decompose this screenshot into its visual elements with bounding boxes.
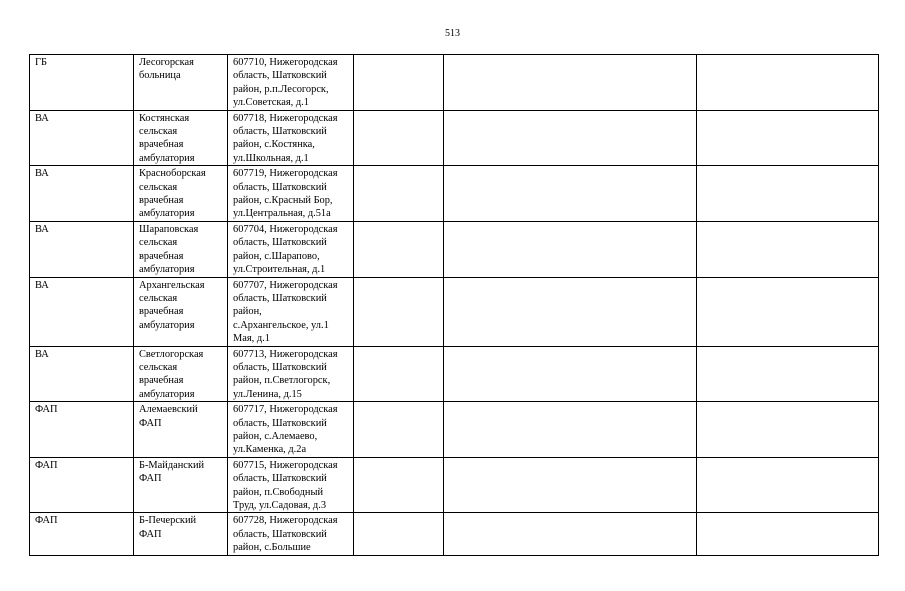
facility-address-line: район, р.п.Лесогорск, — [233, 83, 329, 95]
facility-address-line: ул.Ленина, д.15 — [233, 388, 302, 400]
facility-name-line: сельская — [139, 237, 178, 249]
empty-cell — [444, 277, 697, 346]
facility-address-line: ул.Строительная, д.1 — [233, 264, 326, 276]
facility-name-line: амбулатория — [139, 388, 195, 400]
facility-name-cell — [134, 110, 228, 166]
empty-cell — [354, 110, 444, 166]
facility-type-cell: ВА — [30, 110, 134, 166]
facility-address-line: область, Шатковский — [233, 70, 327, 82]
facility-address-line: район, с.Большие — [233, 542, 311, 554]
table-row — [30, 110, 879, 166]
facility-address-cell — [228, 346, 354, 402]
facility-name-line: Шараповская — [139, 223, 199, 235]
facility-address-cell — [228, 277, 354, 346]
empty-cell — [354, 166, 444, 222]
facility-name-line: ФАП — [139, 528, 162, 540]
facility-type-cell: ВА — [30, 277, 134, 346]
facility-name-line: сельская — [139, 126, 178, 138]
facility-address-cell — [228, 55, 354, 111]
facility-address-line: область, Шатковский — [233, 361, 327, 373]
empty-cell — [354, 277, 444, 346]
facility-name-line: врачебная — [139, 375, 184, 387]
facility-address-line: с.Архангельское, ул.1 — [233, 319, 329, 331]
table-row — [30, 55, 879, 111]
table-row — [30, 277, 879, 346]
facility-name-cell — [134, 277, 228, 346]
facility-address-line: область, Шатковский — [233, 417, 327, 429]
facility-address-line: район, — [233, 306, 262, 318]
empty-cell — [697, 166, 879, 222]
empty-cell — [444, 513, 697, 555]
facility-type-cell: ФАП — [30, 457, 134, 513]
empty-cell — [354, 457, 444, 513]
facility-name-line: сельская — [139, 292, 178, 304]
page-number: 513 — [445, 28, 460, 39]
empty-cell — [444, 55, 697, 111]
empty-cell — [697, 346, 879, 402]
facility-address-line: Мая, д.1 — [233, 333, 270, 345]
facility-address-line: район, с.Алемаево, — [233, 430, 318, 442]
facility-address-line: район, с.Красный Бор, — [233, 195, 333, 207]
facility-name-line: Б-Печерский — [139, 515, 197, 527]
facility-address-line: область, Шатковский — [233, 473, 327, 485]
facility-address-line: 607710, Нижегородская — [233, 57, 338, 68]
table-row — [30, 513, 879, 555]
empty-cell — [444, 221, 697, 277]
facility-address-cell — [228, 110, 354, 166]
empty-cell — [697, 55, 879, 111]
facility-name-line: врачебная — [139, 139, 184, 151]
facility-address-line: 607717, Нижегородская — [233, 404, 338, 416]
facility-name-cell — [134, 55, 228, 111]
facility-address-line: 607715, Нижегородская — [233, 459, 338, 471]
facility-address-line: 607718, Нижегородская — [233, 112, 338, 124]
table-row — [30, 457, 879, 513]
facility-name-cell — [134, 513, 228, 555]
facility-address-line: 607728, Нижегородская — [233, 515, 338, 527]
facility-address-line: район, с.Шарапово, — [233, 250, 320, 262]
facility-name-line: Алемаевский — [139, 404, 198, 416]
facility-type-cell: ГБ — [30, 55, 134, 111]
facility-name-line: сельская — [139, 181, 178, 193]
empty-cell — [697, 402, 879, 458]
facility-address-line: район, п.Свободный — [233, 486, 324, 498]
facility-address-cell — [228, 221, 354, 277]
facility-address-line: 607719, Нижегородская — [233, 168, 338, 180]
table-row — [30, 346, 879, 402]
facility-address-line: область, Шатковский — [233, 126, 327, 138]
facility-address-cell — [228, 402, 354, 458]
facility-address-line: область, Шатковский — [233, 181, 327, 193]
table-body — [30, 55, 879, 556]
facility-name-cell — [134, 457, 228, 513]
facility-address-cell — [228, 513, 354, 555]
empty-cell — [444, 166, 697, 222]
facility-name-line: амбулатория — [139, 264, 195, 276]
empty-cell — [444, 346, 697, 402]
table-row — [30, 221, 879, 277]
facility-name-line: врачебная — [139, 250, 184, 262]
empty-cell — [444, 402, 697, 458]
empty-cell — [697, 221, 879, 277]
facility-name-line: амбулатория — [139, 208, 195, 220]
facility-name-line: Красноборская — [139, 168, 206, 180]
empty-cell — [697, 277, 879, 346]
table-row — [30, 166, 879, 222]
facility-address-line: район, п.Светлогорск, — [233, 375, 331, 387]
facilities-table — [29, 54, 879, 556]
facility-type-cell: ФАП — [30, 513, 134, 555]
facility-address-line: ул.Каменка, д.2а — [233, 444, 307, 456]
facility-name-line: Костянская — [139, 112, 190, 124]
facility-address-line: ул.Советская, д.1 — [233, 97, 309, 109]
facility-address-line: 607704, Нижегородская — [233, 223, 338, 235]
empty-cell — [354, 346, 444, 402]
facility-name-line: больница — [139, 70, 181, 82]
facility-address-line: 607707, Нижегородская — [233, 279, 338, 291]
facility-name-line: амбулатория — [139, 319, 195, 331]
facility-name-line: Б-Майданский — [139, 459, 205, 471]
facility-name-line: Лесогорская — [139, 57, 194, 68]
facility-name-cell — [134, 402, 228, 458]
facility-name-line: ФАП — [139, 473, 162, 485]
facility-name-line: ФАП — [139, 417, 162, 429]
facility-name-cell — [134, 346, 228, 402]
empty-cell — [354, 513, 444, 555]
empty-cell — [444, 457, 697, 513]
empty-cell — [697, 457, 879, 513]
facility-name-line: врачебная — [139, 195, 184, 207]
facility-type-cell: ВА — [30, 221, 134, 277]
facility-name-line: сельская — [139, 361, 178, 373]
facility-name-line: врачебная — [139, 306, 184, 318]
facility-type-cell: ВА — [30, 166, 134, 222]
facility-address-line: Труд, ул.Садовая, д.3 — [233, 500, 327, 511]
facility-name-cell — [134, 166, 228, 222]
facility-address-line: область, Шатковский — [233, 237, 327, 249]
facility-address-line: ул.Школьная, д.1 — [233, 152, 309, 164]
empty-cell — [697, 513, 879, 555]
facility-name-line: Архангельская — [139, 279, 205, 291]
facility-type-cell: ФАП — [30, 402, 134, 458]
facility-address-line: область, Шатковский — [233, 292, 327, 304]
facility-address-cell — [228, 166, 354, 222]
facility-name-line: амбулатория — [139, 152, 195, 164]
facility-address-line: район, с.Костянка, — [233, 139, 315, 151]
facility-address-line: ул.Центральная, д.51а — [233, 208, 331, 220]
empty-cell — [354, 221, 444, 277]
facility-name-line: Светлогорская — [139, 348, 204, 360]
facility-address-cell — [228, 457, 354, 513]
empty-cell — [697, 110, 879, 166]
facility-type-cell: ВА — [30, 346, 134, 402]
facility-address-line: 607713, Нижегородская — [233, 348, 338, 360]
empty-cell — [444, 110, 697, 166]
table-row — [30, 402, 879, 458]
facility-address-line: область, Шатковский — [233, 528, 327, 540]
empty-cell — [354, 402, 444, 458]
facility-name-cell — [134, 221, 228, 277]
empty-cell — [354, 55, 444, 111]
